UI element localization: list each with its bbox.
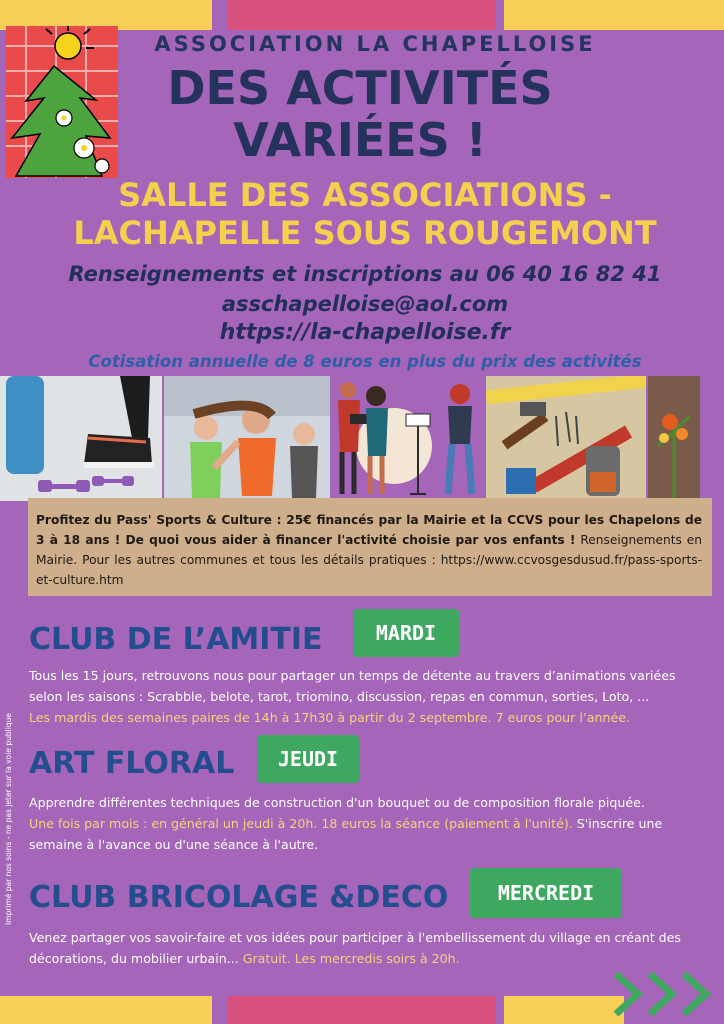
- pass-sports-culture-note: [28, 498, 712, 596]
- bottom-bar-left: [0, 996, 212, 1024]
- headline-line-1: DES ACTIVITÉS: [167, 61, 553, 115]
- top-bar-right: [504, 0, 724, 30]
- top-bar-middle: [228, 0, 496, 30]
- contact-phone: Renseignements et inscriptions au 06 40 16 82 41: [68, 262, 662, 286]
- section-text-club-bricolage: [29, 927, 701, 969]
- venue-line-2: LACHAPELLE SOUS ROUGEMONT: [73, 214, 657, 252]
- membership-fee: Cotisation annuelle de 8 euros en plus du prix des activités: [88, 352, 642, 371]
- bottom-bar-right: [504, 996, 624, 1024]
- fitness-equipment-image: [0, 376, 162, 501]
- day-badge-mardi: MARDI: [353, 609, 459, 657]
- section-text-art-floral: [29, 792, 701, 855]
- choir-music-illustration: [332, 376, 484, 501]
- section-schedule: Une fois par mois : en général un jeudi à 20h. 18 euros la séance (paiement à l'unité).: [29, 816, 573, 831]
- day-badge-mercredi: MERCREDI: [470, 868, 622, 918]
- headline: [150, 62, 570, 166]
- day-badge-jeudi: JEUDI: [257, 735, 359, 783]
- pass-details: Renseignements en Mairie. Pour les autres communes et tous les détails pratiques : https://www.ccvosgesdusud.fr/pass-sports-et-culture.htm: [36, 533, 702, 587]
- logo-tree-icon: [6, 26, 118, 178]
- contact-email[interactable]: asschapelloise@aol.com: [221, 292, 509, 316]
- section-schedule: Gratuit. Les mercredis soirs à 20h.: [238, 951, 460, 966]
- print-notice: Imprimé par nos soins - ne pas jeter sur la voie publique: [4, 713, 13, 925]
- section-text-club-amitie: [29, 665, 701, 728]
- bottom-bar-middle: [228, 996, 496, 1024]
- chevrons-right-icon: [612, 970, 718, 1018]
- diy-tools-image: [486, 376, 646, 501]
- pass-offer: Profitez du Pass' Sports & Culture : 25€ financés par la Mairie et la CCVS pour les Chapelons de 3 à 18 ans ! De quoi vous aider à financer l'activité choisie par vos enfants !: [36, 513, 702, 547]
- contact-website[interactable]: https://la-chapelloise.fr: [219, 320, 511, 345]
- section-description: Venez partager vos savoir-faire et vos idées pour participer à l'embellissement du village en créant des décorations, du mobilier urbain...: [29, 930, 681, 966]
- venue-line-1: SALLE DES ASSOCIATIONS -: [118, 176, 612, 214]
- section-description: Tous les 15 jours, retrouvons nous pour partager un temps de détente au travers d’animations variées selon les saisons : Scrabble, belote, tarot, triomino, discussion, repas en commun, sorties, Loto, ...: [29, 668, 676, 704]
- section-registration: S'inscrire une semaine à l'avance ou d'une séance à l'autre.: [29, 816, 663, 852]
- headline-line-2: VARIÉES !: [233, 113, 487, 167]
- venue: [30, 176, 700, 252]
- section-title-club-amitie: CLUB DE L’AMITIE: [29, 622, 323, 657]
- organization-name: ASSOCIATION LA CHAPELLOISE: [154, 32, 596, 56]
- section-description: Apprendre différentes techniques de construction d'un bouquet ou de composition florale piquée.: [29, 795, 645, 810]
- section-title-art-floral: ART FLORAL: [29, 746, 235, 781]
- section-schedule: Les mardis des semaines paires de 14h à 17h30 à partir du 2 septembre. 7 euros pour l’année.: [29, 710, 631, 725]
- section-title-club-bricolage: CLUB BRICOLAGE &DECO: [29, 880, 449, 915]
- photo-strip: [0, 376, 724, 501]
- floral-art-image: [648, 376, 700, 501]
- zumba-class-image: [164, 376, 330, 501]
